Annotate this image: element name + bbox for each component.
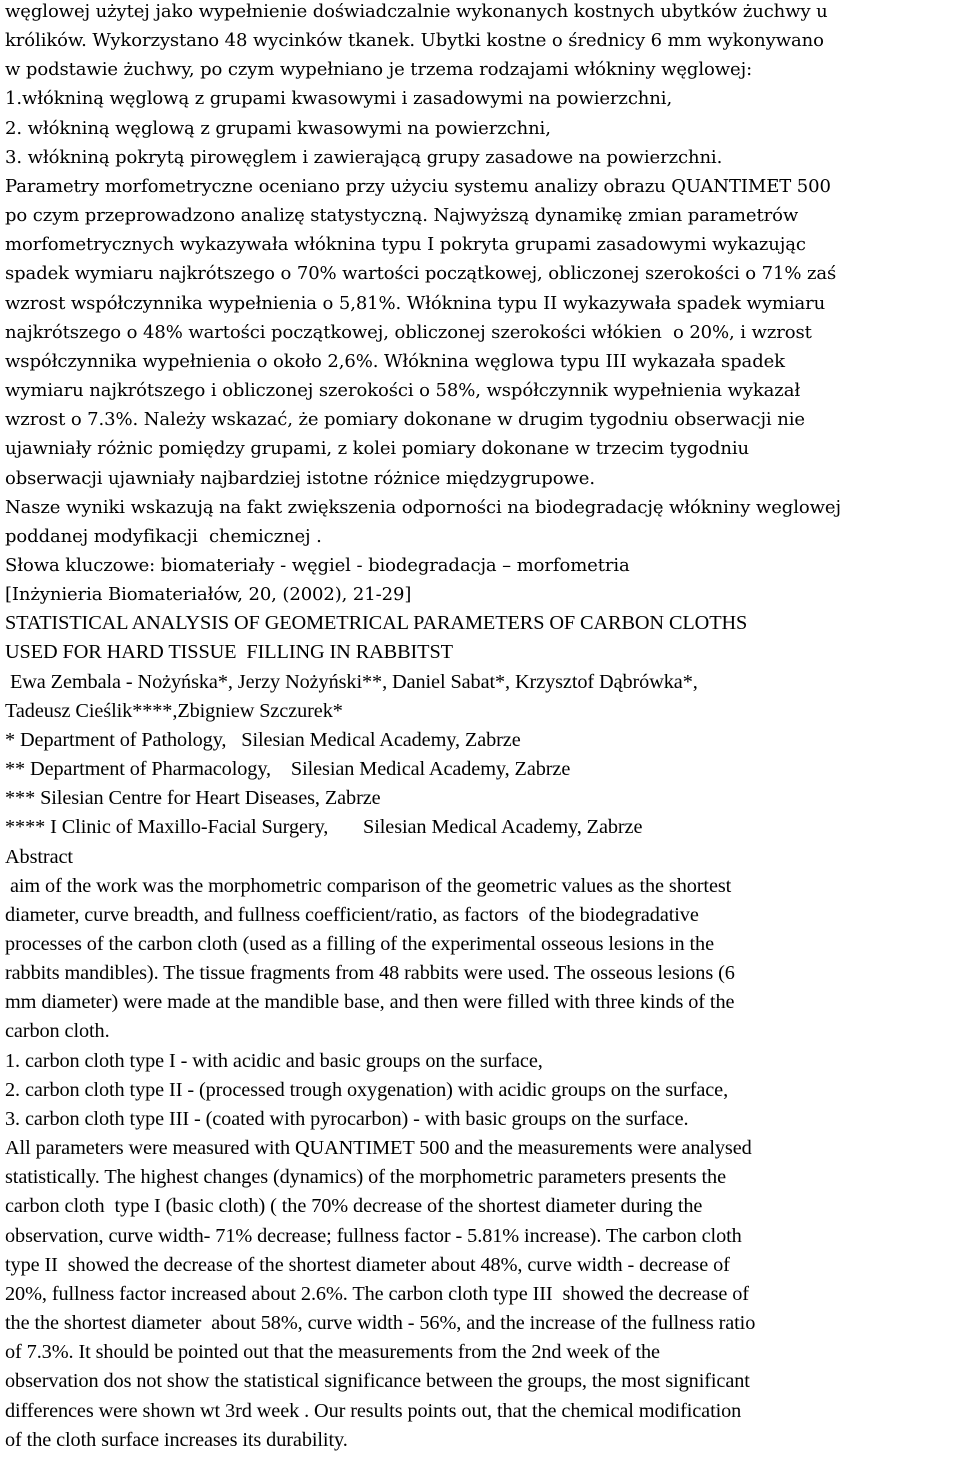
text-line: statistically. The highest changes (dynamics) of the morphometric parameters presents the — [5, 1166, 726, 1189]
text-line: wymiaru najkrótszego i obliczonej szerokości o 58%, współczynnik wypełnienia wykazał — [5, 380, 801, 402]
abstract-heading — [5, 843, 960, 872]
citation-line: [Inżynieria Biomateriałów, 20, (2002), 21-29] — [5, 584, 412, 606]
text-line: w podstawie żuchwy, po czym wypełniano je trzema rodzajami włókniny węglowej: — [5, 59, 753, 81]
document-page — [5, 0, 960, 1455]
keywords-line: Słowa kluczowe: biomateriały - węgiel - biodegradacja – morfometria — [5, 554, 630, 576]
text-line: 3. włókniną pokrytą pirowęglem i zawierającą grupy zasadowe na powierzchni. — [5, 146, 723, 168]
text-line: carbon cloth type I (basic cloth) ( the 70% decrease of the shortest diameter during the — [5, 1195, 703, 1218]
text-line: spadek wymiaru najkrótszego o 70% wartości początkowej, obliczonej szerokości o 71% zaś — [5, 263, 837, 285]
text-line: obserwacji ujawniały najbardziej istotne różnice międzygrupowe. — [5, 467, 595, 489]
text-line: aim of the work was the morphometric comparison of the geometric values as the shortest — [5, 874, 732, 897]
list-item: 3. carbon cloth type III - (coated with pyrocarbon) - with basic groups on the surface. — [5, 1107, 689, 1130]
text-line: All parameters were measured with QUANTIMET 500 and the measurements were analysed — [5, 1137, 752, 1160]
text-line: wzrost współczynnika wypełnienia o 5,81%. Włóknina typu II wykazywała spadek wymiaru — [5, 292, 826, 314]
list-item: 1. carbon cloth type I - with acidic and basic groups on the surface, — [5, 1049, 543, 1072]
text-line: mm diameter) were made at the mandible base, and then were filled with three kinds of the — [5, 991, 735, 1014]
text-line: współczynnika wypełnienia o około 2,6%. Włóknina węglowa typu III wykazała spadek — [5, 350, 785, 372]
author-line: Ewa Zembala - Nożyńska*, Jerzy Nożyński**, Daniel Sabat*, Krzysztof Dąbrówka*, — [5, 670, 698, 693]
text-line: poddanej modyfikacji chemicznej . — [5, 525, 322, 547]
english-title — [5, 609, 960, 667]
text-line: po czym przeprowadzono analizę statystyczną. Najwyższą dynamikę zmian parametrów — [5, 205, 799, 227]
text-line: Nasze wyniki wskazują na fakt zwiększenia odporności na biodegradację włókniny weglowej — [5, 496, 841, 518]
text-line: ujawniały różnic pomiędzy grupami, z kolei pomiary dokonane w trzecim tygodniu — [5, 438, 749, 460]
affiliation-line: *** Silesian Centre for Heart Diseases, Zabrze — [5, 787, 381, 810]
text-line: 20%, fullness factor increased about 2.6%. The carbon cloth type III showed the decrease of — [5, 1282, 749, 1305]
text-line: of 7.3%. It should be pointed out that the measurements from the 2nd week of the — [5, 1341, 660, 1364]
text-line: królików. Wykorzystano 48 wycinków tkanek. Ubytki kostne o średnicy 6 mm wykonywano — [5, 30, 824, 52]
text-line: diameter, curve breadth, and fullness coefficient/ratio, as factors of the biodegradative — [5, 903, 699, 926]
text-line: the the shortest diameter about 58%, curve width - 56%, and the increase of the fullness ratio — [5, 1312, 756, 1335]
text-line: of the cloth surface increases its durability. — [5, 1428, 348, 1451]
text-line: rabbits mandibles). The tissue fragments from 48 rabbits were used. The osseous lesions (6 — [5, 962, 735, 985]
text-line: 2. włókniną węglową z grupami kwasowymi na powierzchni, — [5, 117, 551, 139]
list-item: 2. carbon cloth type II - (processed trough oxygenation) with acidic groups on the surface, — [5, 1078, 729, 1101]
text-line: wzrost o 7.3%. Należy wskazać, że pomiary dokonane w drugim tygodniu obserwacji nie — [5, 409, 805, 431]
affiliation-list — [5, 726, 960, 843]
author-line: Tadeusz Cieślik****,Zbigniew Szczurek* — [5, 699, 343, 722]
text-line: observation dos not show the statistical significance between the groups, the most significant — [5, 1370, 750, 1393]
text-line: Parametry morfometryczne oceniano przy użyciu systemu analizy obrazu QUANTIMET 500 — [5, 175, 831, 197]
english-abstract — [5, 872, 960, 1455]
author-list — [5, 668, 960, 726]
text-line: węglowej użytej jako wypełnienie doświadczalnie wykonanych kostnych ubytków żuchwy u — [5, 1, 828, 22]
affiliation-line: **** I Clinic of Maxillo-Facial Surgery, Silesian Medical Academy, Zabrze — [5, 816, 643, 839]
title-line: STATISTICAL ANALYSIS OF GEOMETRICAL PARAMETERS OF CARBON CLOTHS — [5, 612, 748, 635]
text-line: najkrótszego o 48% wartości początkowej, obliczonej szerokości włókien o 20%, i wzrost — [5, 321, 812, 343]
affiliation-line: ** Department of Pharmacology, Silesian Medical Academy, Zabrze — [5, 758, 571, 781]
text-line: morfometrycznych wykazywała włóknina typu I pokryta grupami zasadowymi wykazując — [5, 234, 806, 256]
polish-abstract — [5, 0, 960, 609]
text-line: 1.włókniną węglową z grupami kwasowymi i zasadowymi na powierzchni, — [5, 88, 673, 110]
affiliation-line: * Department of Pathology, Silesian Medical Academy, Zabrze — [5, 728, 521, 751]
title-line: USED FOR HARD TISSUE FILLING IN RABBITST — [5, 641, 453, 664]
text-line: type II showed the decrease of the shortest diameter about 48%, curve width - decrease of — [5, 1253, 730, 1276]
text-line: observation, curve width- 71% decrease; fullness factor - 5.81% increase). The carbon cloth — [5, 1224, 742, 1247]
text-line: differences were shown wt 3rd week . Our results points out, that the chemical modification — [5, 1399, 742, 1422]
text-line: processes of the carbon cloth (used as a filling of the experimental osseous lesions in the — [5, 933, 715, 955]
text-line: carbon cloth. — [5, 1020, 110, 1043]
abstract-heading-text: Abstract — [5, 845, 73, 868]
